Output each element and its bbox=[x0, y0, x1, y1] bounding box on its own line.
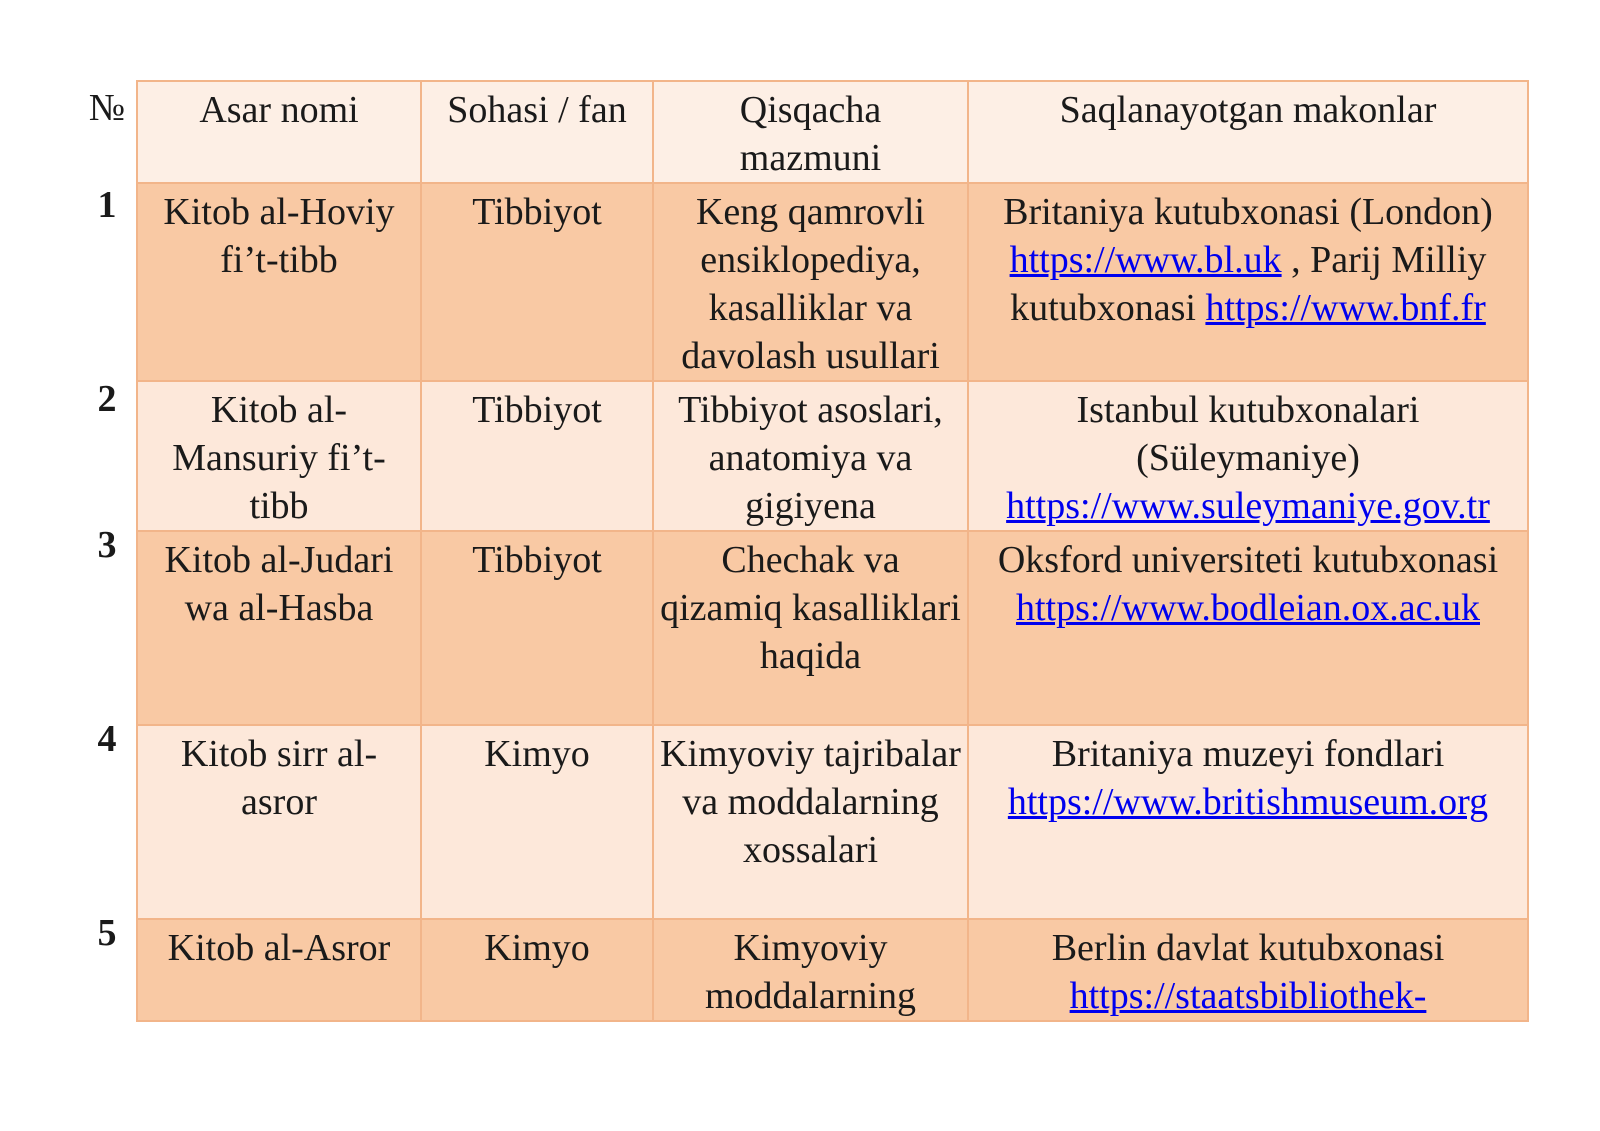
cell-title: Kitob al-Hoviy fi’t-tibb bbox=[137, 183, 421, 381]
cell-locations bbox=[968, 919, 1528, 1021]
number-header: № bbox=[88, 87, 126, 129]
table-row bbox=[137, 919, 1528, 1021]
row-number: 5 bbox=[97, 912, 117, 954]
header-locations bbox=[968, 81, 1528, 183]
location-link[interactable]: https://www.bl.uk bbox=[1009, 239, 1282, 281]
location-text: Berlin davlat kutubxonasi bbox=[1051, 927, 1445, 969]
cell-field: Kimyo bbox=[421, 725, 653, 919]
cell-title: Kitob al-Mansuriy fi’t-tibb bbox=[137, 381, 421, 531]
location-text: Britaniya muzeyi fondlari bbox=[1051, 733, 1445, 775]
location-link[interactable]: https://www.suleymaniye.gov.tr bbox=[1006, 485, 1490, 527]
cell-title: Kitob sirr al-asror bbox=[137, 725, 421, 919]
cell-field: Tibbiyot bbox=[421, 381, 653, 531]
table-header-row bbox=[137, 81, 1528, 183]
location-text: , Parij Milliy kutubxonasi bbox=[1010, 239, 1487, 329]
table-row bbox=[137, 531, 1528, 725]
location-text: Oksford universiteti kutubxonasi bbox=[997, 539, 1499, 581]
table-row bbox=[137, 183, 1528, 381]
cell-summary: Chechak va qizamiq kasalliklari haqida bbox=[653, 531, 968, 725]
row-number: 2 bbox=[97, 378, 117, 420]
cell-title: Kitob al-Asror bbox=[137, 919, 421, 1021]
row-number: 3 bbox=[97, 524, 117, 566]
cell-locations bbox=[968, 381, 1528, 531]
row-number: 1 bbox=[97, 184, 117, 226]
row-number: 4 bbox=[97, 718, 117, 760]
header-field-text: Sohasi / fan bbox=[447, 89, 627, 131]
cell-summary: Kimyoviy tajribalar va moddalarning xossalari bbox=[653, 725, 968, 919]
works-table bbox=[136, 80, 1529, 1022]
cell-field: Tibbiyot bbox=[421, 183, 653, 381]
header-summary-line2: mazmuni bbox=[739, 137, 882, 179]
header-summary-line1: Qisqacha bbox=[739, 89, 882, 131]
cell-summary: Tibbiyot asoslari, anatomiya va gigiyena bbox=[653, 381, 968, 531]
location-text: Istanbul kutubxonalari (Süleymaniye) bbox=[1076, 389, 1420, 479]
header-locations-text: Saqlanayotgan makonlar bbox=[1059, 89, 1437, 131]
header-title bbox=[137, 81, 421, 183]
cell-summary: Keng qamrovli ensiklopediya, kasalliklar va davolash usullari bbox=[653, 183, 968, 381]
header-title-text: Asar nomi bbox=[199, 89, 359, 131]
location-link[interactable]: https://www.britishmuseum.org bbox=[1007, 781, 1489, 823]
location-text: Britaniya kutubxonasi (London) bbox=[1003, 191, 1493, 233]
cell-field: Tibbiyot bbox=[421, 531, 653, 725]
header-summary bbox=[653, 81, 968, 183]
cell-title: Kitob al-Judari wa al-Hasba bbox=[137, 531, 421, 725]
location-link[interactable]: https://www.bnf.fr bbox=[1205, 287, 1486, 329]
cell-locations bbox=[968, 531, 1528, 725]
cell-locations bbox=[968, 183, 1528, 381]
table-row bbox=[137, 725, 1528, 919]
location-link[interactable]: https://www.bodleian.ox.ac.uk bbox=[1015, 587, 1480, 629]
header-field bbox=[421, 81, 653, 183]
cell-locations bbox=[968, 725, 1528, 919]
table-row bbox=[137, 381, 1528, 531]
cell-summary: Kimyoviy moddalarning bbox=[653, 919, 968, 1021]
location-link[interactable]: https://staatsbibliothek- bbox=[1069, 975, 1427, 1017]
cell-field: Kimyo bbox=[421, 919, 653, 1021]
